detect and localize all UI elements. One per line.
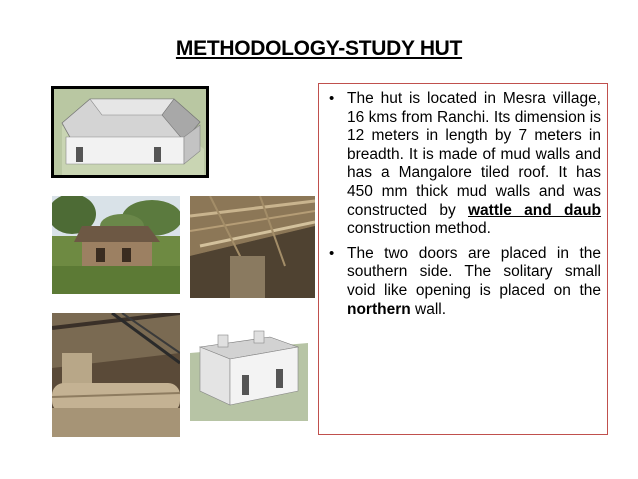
wattle-and-daub-emphasis: wattle and daub	[468, 201, 602, 219]
hut-exterior-photo	[52, 196, 180, 294]
roof-interior-photo	[190, 196, 315, 298]
bullet-doors	[347, 245, 601, 319]
bullet2-text: The two doors are placed in the southern side. The solitary small void like opening is placed on the	[347, 244, 601, 299]
bullet1-text-end: construction method.	[347, 220, 491, 238]
slide-title: METHODOLOGY-STUDY HUT	[175, 37, 463, 60]
roof-beams-photo	[52, 313, 180, 437]
description-textbox	[318, 83, 608, 435]
bullet1-text: The hut is located in Mesra village, 16 kms from Ranchi. Its dimension is 12 meters in length by 7 meters in breadth. It is made of mud walls and has a Mangalore tiled roof. It has 450 mm thick mud walls and was constructed by	[347, 90, 601, 219]
hut-walls-3d-model-image	[190, 313, 308, 421]
hut-3d-model-image	[51, 86, 209, 178]
bullet2-text-end: wall.	[410, 300, 447, 318]
northern-emphasis: northern	[347, 300, 411, 318]
bullet-hut-location	[347, 90, 601, 239]
